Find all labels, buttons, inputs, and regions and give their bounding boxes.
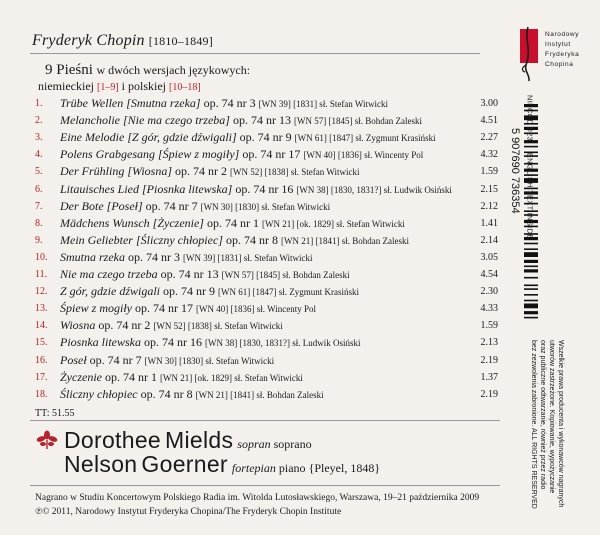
track-info	[60, 387, 324, 402]
track-info	[60, 284, 359, 299]
track-opus: op. 74 nr 9	[239, 130, 292, 145]
track-title: Trübe Wellen	[60, 96, 124, 110]
track-duration: 2.27	[480, 132, 498, 144]
track-number: 18.	[35, 388, 48, 400]
performer-1-first: Dorothee	[64, 427, 162, 453]
logo-line-2: Instytut	[545, 41, 571, 48]
track-opus: op. 74 nr 1	[206, 215, 259, 230]
track-title: Piosnka litewska	[60, 335, 141, 350]
track-title: Wiosna	[60, 318, 96, 333]
track-info	[60, 301, 316, 316]
logo-text	[545, 30, 579, 70]
composer-title	[32, 32, 213, 50]
track-info	[60, 353, 274, 368]
track-info	[60, 318, 283, 333]
performer-1-role-pl: sopran	[237, 437, 271, 451]
track-meta: [WN 61] [1847] sł. Zygmunt Krasiński	[218, 287, 360, 298]
track-info	[60, 335, 360, 350]
track-meta: [WN 21] [ok. 1829] sł. Stefan Witwicki	[261, 218, 405, 229]
track-duration: 2.14	[480, 234, 498, 246]
performer-2-role-pl: fortepian	[231, 461, 276, 475]
track-opus: op. 74 nr 16	[144, 335, 202, 350]
performer-soprano	[64, 427, 312, 454]
track-duration: 2.12	[480, 200, 498, 212]
track-meta: [WN 61] [1847] sł. Zygmunt Krasiński	[294, 133, 436, 144]
track-number: 8.	[35, 217, 43, 229]
track-opus: op. 74 nr 8	[225, 232, 278, 247]
logo-line-4: Chopina	[545, 61, 574, 68]
track-meta: [WN 57] [1845] sł. Bohdan Zaleski	[293, 116, 422, 127]
track-info	[60, 130, 436, 145]
track-number: 1.	[35, 98, 43, 109]
track-number: 13.	[35, 303, 48, 315]
songs-count: 9 Pieśni	[45, 62, 93, 78]
track-title: Nie ma czego trzeba	[60, 267, 158, 281]
track-duration: 2.30	[480, 286, 498, 298]
bottom-rule	[30, 485, 500, 486]
track-title: Der Bote	[60, 198, 104, 213]
track-number: 5.	[35, 166, 43, 178]
track-opus: op. 74 nr 17	[135, 301, 193, 316]
track-alt-title: [Śliczny chłopiec]	[135, 232, 223, 247]
track-alt-title: [Nie ma czego trzeba]	[122, 113, 230, 128]
track-meta: [WN 21] [1841] sł. Bohdan Zaleski	[195, 389, 324, 400]
track-duration: 4.51	[480, 115, 498, 127]
track-opus: op. 74 nr 1	[104, 369, 157, 384]
track-title: Polens Grabgesang	[60, 147, 155, 162]
track-meta: [WN 40] [1836] sł. Wincenty Pol	[303, 150, 424, 161]
performer-2-first: Nelson	[64, 451, 138, 477]
composer-dates: [1810–1849]	[148, 34, 213, 48]
german-range: [1–9]	[96, 82, 119, 93]
track-duration: 1.37	[480, 371, 498, 383]
middle-rule	[30, 420, 500, 421]
track-opus: op. 74 nr 17	[242, 147, 301, 162]
track-opus: op. 74 nr 3	[203, 96, 256, 110]
track-number: 6.	[35, 183, 43, 195]
track-number: 17.	[35, 371, 48, 383]
performer-2-role: piano	[278, 461, 306, 475]
polish-label: i polskiej	[121, 79, 166, 93]
track-meta: [WN 39] [1831] sł. Stefan Witwicki	[258, 99, 389, 109]
track-duration: 1.59	[480, 166, 498, 178]
track-info	[60, 216, 405, 231]
track-alt-title: [Z gór, gdzie dźwigali]	[127, 130, 237, 145]
track-alt-title: [Smutna rzeka]	[126, 96, 201, 110]
track-meta: [WN 40] [1836] sł. Wincenty Pol	[196, 304, 316, 315]
track-title: Mädchens Wunsch	[60, 215, 150, 230]
rights-notice	[529, 340, 565, 509]
rights-line-3: oraz publiczne odtwarzanie, również przez radio	[539, 340, 546, 490]
track-duration: 4.54	[480, 269, 498, 280]
track-duration: 1.41	[480, 217, 498, 229]
rights-line-4: bez zezwolenia zabronione. ALL RIGHTS RESERVED	[530, 340, 537, 509]
track-opus: op. 74 nr 3	[128, 249, 180, 264]
total-time: TT: 51.55	[35, 408, 75, 419]
track-meta: [WN 38] [1830, 1831?] sł. Ludwik Osiński	[205, 338, 361, 349]
track-number: 14.	[35, 320, 48, 332]
track-number: 11.	[35, 269, 48, 280]
track-title: Eine Melodie	[60, 130, 125, 145]
track-duration: 3.00	[480, 98, 498, 109]
subtitle-rest: w dwóch wersjach językowych:	[96, 63, 251, 77]
track-title: Mein Geliebter	[60, 232, 133, 247]
track-duration: 4.32	[480, 149, 498, 161]
track-title: Litauisches Lied	[60, 181, 140, 196]
track-duration: 1.59	[480, 320, 498, 332]
track-title: Śliczny chłopiec	[60, 386, 138, 401]
track-number: 3.	[35, 132, 43, 144]
track-info	[60, 267, 350, 282]
performer-2-last: Goerner	[141, 451, 228, 477]
track-opus: op. 74 nr 7	[89, 352, 142, 367]
track-opus: op. 74 nr 2	[98, 318, 151, 333]
track-opus: op. 74 nr 13	[232, 113, 291, 128]
track-duration: 2.19	[480, 388, 498, 400]
track-opus: op. 74 nr 2	[175, 164, 228, 179]
performer-1-role: soprano	[273, 437, 312, 451]
barcode-number: 5 907690 736354	[509, 128, 521, 214]
track-alt-title: [Poseł]	[106, 198, 143, 213]
track-number: 16.	[35, 354, 48, 366]
track-title: Der Frühling	[60, 164, 125, 179]
track-duration: 2.13	[480, 337, 498, 349]
top-rule	[30, 53, 480, 54]
track-number: 2.	[35, 115, 43, 127]
german-label: niemieckiej	[38, 79, 94, 93]
track-alt-title: [Wiosna]	[127, 164, 173, 179]
instrument-note: {Pleyel, 1848}	[308, 461, 381, 475]
track-number: 7.	[35, 200, 43, 212]
logo-line-3: Fryderyka	[545, 51, 580, 58]
track-info	[60, 113, 422, 128]
track-title: Poseł	[60, 352, 87, 367]
track-info	[60, 233, 409, 248]
track-opus: op. 74 nr 16	[235, 181, 294, 196]
english-text-inside: ENGLISH TEXT INSIDE	[525, 152, 535, 240]
track-alt-title: [Piosnka litewska]	[142, 181, 233, 196]
language-versions	[38, 79, 201, 94]
track-meta: [WN 39] [1831] sł. Stefan Witwicki	[183, 252, 313, 263]
track-number: 9.	[35, 234, 43, 246]
track-meta: [WN 38] [1830, 1831?] sł. Ludwik Osiński	[296, 184, 452, 195]
copyright-credit: ℗© 2011, Narodowy Instytut Fryderyka Chopina/The Fryderyk Chopin Institute	[35, 507, 342, 517]
track-title: Smutna rzeka	[60, 249, 125, 264]
rights-line-2: utworów zastrzeżone. Kopiowanie, wypożyczanie	[548, 340, 555, 494]
track-title: Z gór, gdzie dźwigali	[60, 284, 161, 299]
track-info	[60, 147, 423, 162]
track-info	[60, 370, 303, 385]
track-title: Życzenie	[60, 369, 102, 384]
track-duration: 2.19	[480, 354, 498, 366]
track-meta: [WN 30] [1830] sł. Stefan Witwicki	[200, 201, 331, 212]
track-opus: op. 74 nr 9	[163, 284, 216, 299]
track-alt-title: [Życzenie]	[152, 215, 204, 230]
track-meta: [WN 52] [1838] sł. Stefan Witwicki	[153, 321, 283, 332]
track-title: Śpiew z mogiły	[60, 301, 132, 316]
recording-credit: Nagrano w Studiu Koncertowym Polskiego Radia im. Witolda Lutosławskiego, Warszawa, 19–21 października 2009	[35, 493, 480, 503]
track-number: 10.	[35, 251, 48, 263]
album-subtitle	[45, 62, 250, 79]
track-meta: [WN 21] [ok. 1829] sł. Stefan Witwicki	[159, 372, 303, 383]
track-duration: 4.33	[480, 303, 498, 315]
catalog-number: NIFCCD 023	[525, 95, 535, 141]
composer-name: Fryderyk Chopin	[32, 32, 145, 49]
track-number: 4.	[35, 149, 43, 161]
track-duration: 3.05	[480, 251, 498, 263]
track-info	[60, 96, 388, 111]
track-title: Melancholie	[60, 113, 120, 128]
polish-range: [10–18]	[169, 82, 201, 93]
track-info	[60, 250, 312, 265]
ornament-icon	[36, 430, 58, 450]
track-opus: op. 74 nr 7	[145, 198, 198, 213]
performer-piano	[64, 451, 380, 478]
track-opus: op. 74 nr 8	[140, 386, 193, 401]
track-meta: [WN 30] [1830] sł. Stefan Witwicki	[144, 355, 275, 366]
track-meta: [WN 21] [1841] sł. Bohdan Zaleski	[280, 235, 409, 246]
track-meta: [WN 57] [1845] sł. Bohdan Zaleski	[221, 270, 350, 280]
performer-1-last: Mields	[165, 427, 234, 453]
rights-line-1: Wszelkie prawa producenta i wykonawców nagranych	[557, 340, 564, 508]
track-number: 12.	[35, 286, 48, 298]
track-meta: [WN 52] [1838] sł. Stefan Witwicki	[230, 167, 360, 178]
track-duration: 2.15	[480, 183, 498, 195]
track-number: 15.	[35, 337, 48, 349]
logo-line-1: Narodowy	[545, 31, 580, 38]
track-info	[60, 199, 330, 214]
track-info	[60, 164, 359, 179]
track-alt-title: [Śpiew z mogiły]	[158, 147, 240, 162]
track-opus: op. 74 nr 13	[160, 267, 219, 281]
track-info	[60, 182, 452, 197]
